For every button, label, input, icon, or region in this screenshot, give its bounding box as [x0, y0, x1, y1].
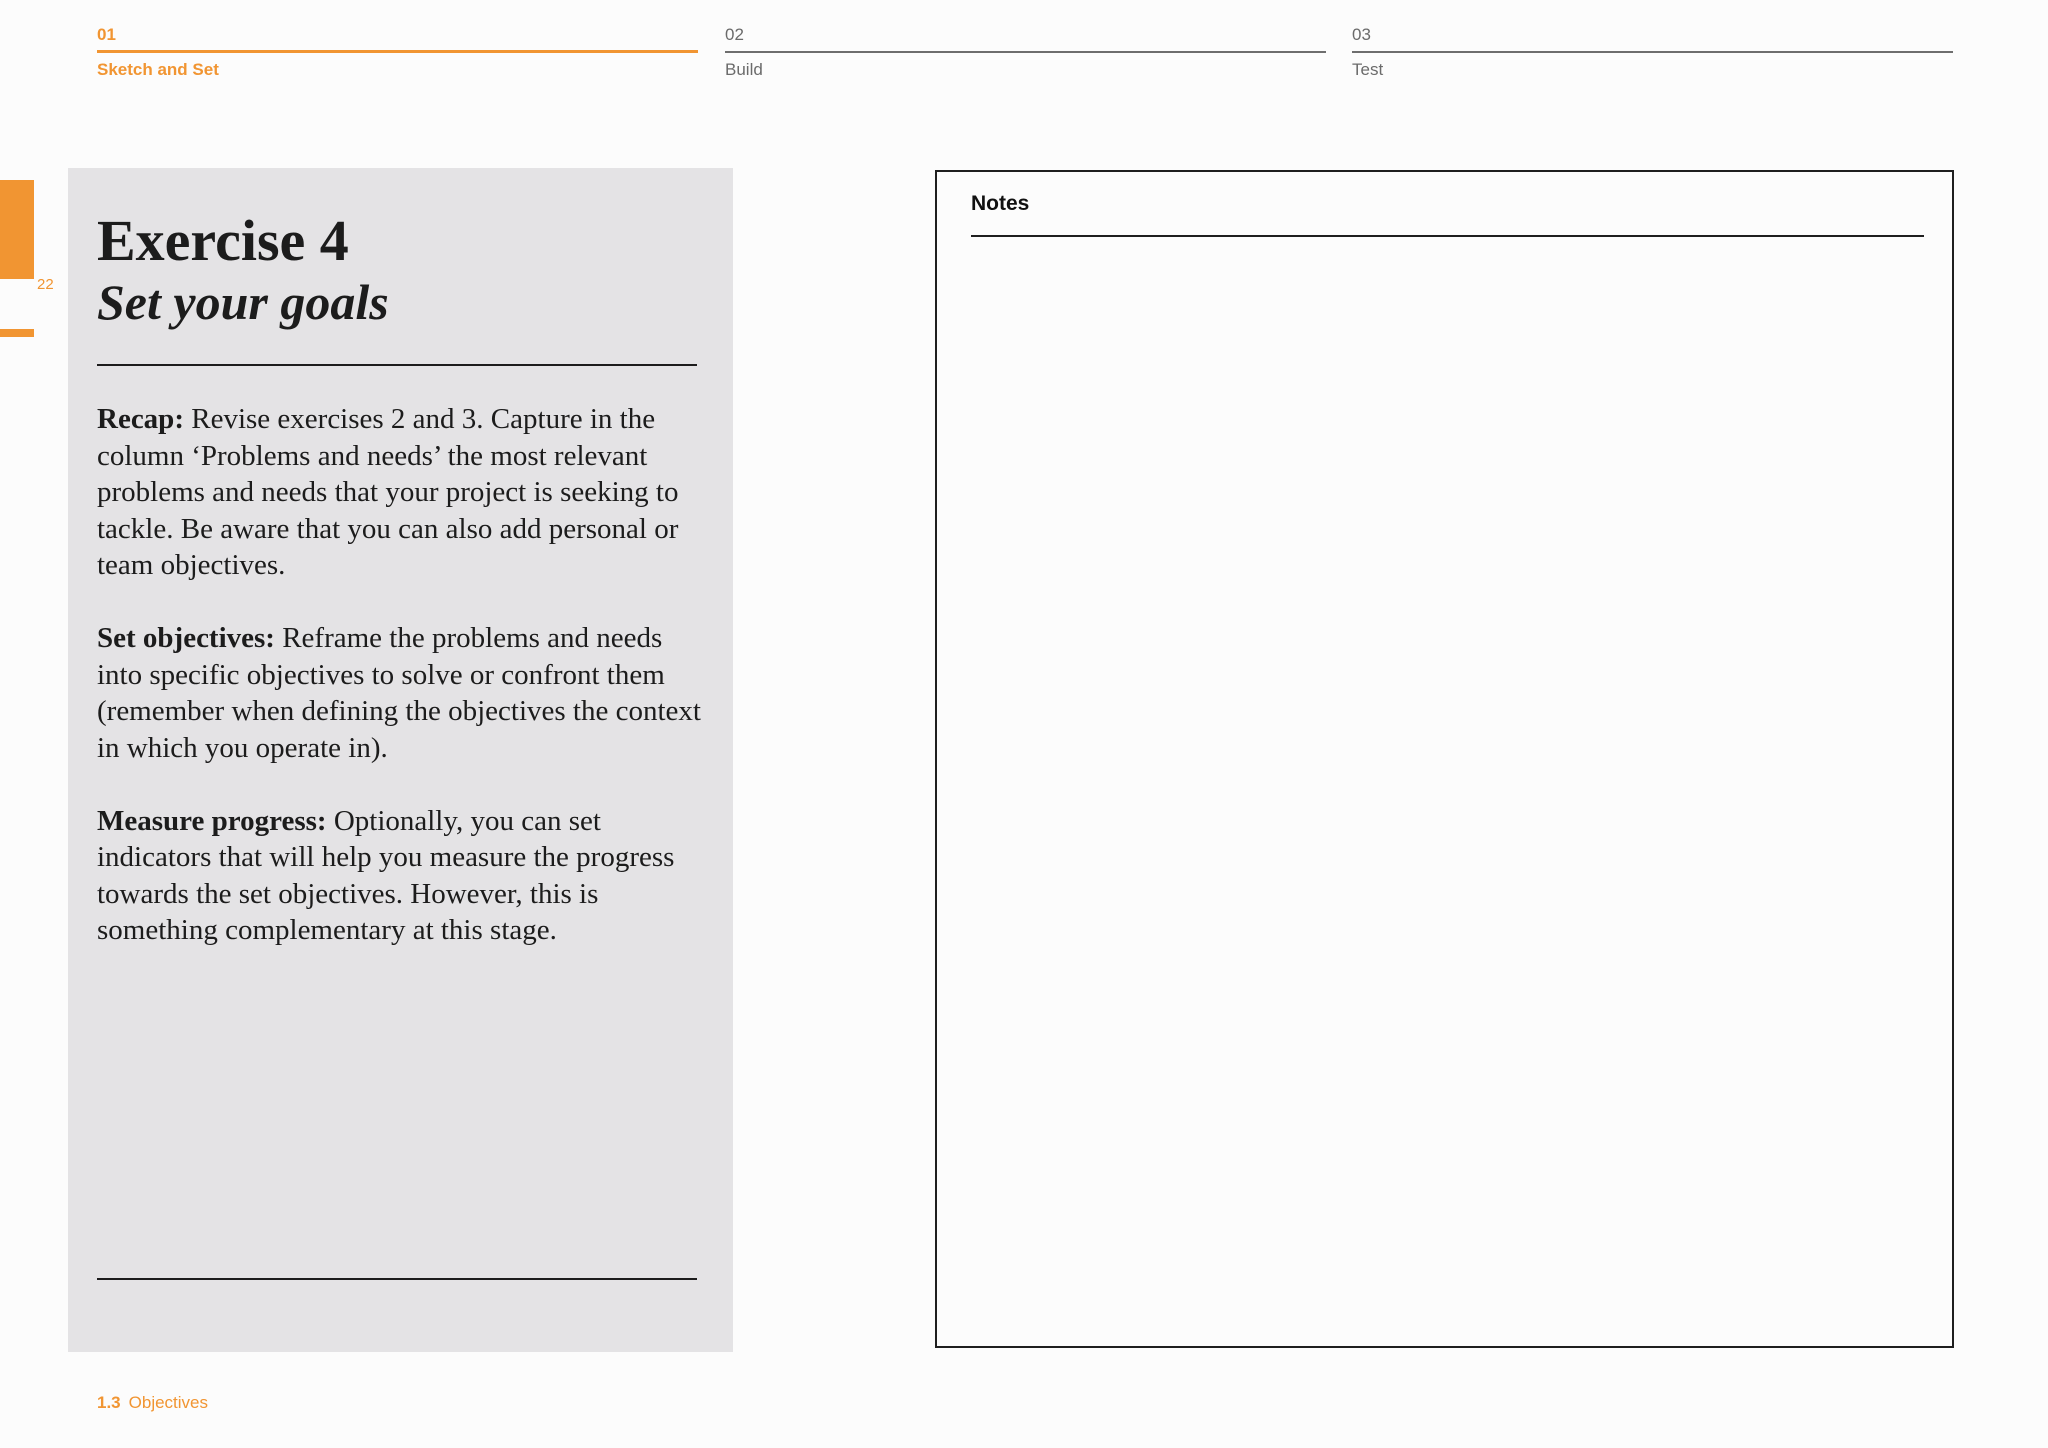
step-2[interactable]	[725, 24, 1326, 81]
step-label: Build	[725, 59, 763, 79]
notes-divider	[971, 235, 1924, 237]
divider	[97, 1278, 697, 1280]
instruction-lead: Recap:	[97, 403, 184, 435]
exercise-title: Exercise 4	[97, 208, 349, 273]
instruction-measure-progress	[97, 803, 707, 949]
step-progress-bar	[97, 50, 698, 53]
step-progress-bar	[725, 51, 1326, 53]
exercise-panel	[68, 168, 733, 1352]
step-progress-bar	[1352, 51, 1953, 53]
divider	[97, 364, 697, 366]
instruction-lead: Measure progress:	[97, 804, 327, 837]
exercise-heading	[97, 210, 707, 332]
side-section-tab	[0, 180, 34, 279]
instruction-text: Optionally, you can set indicators that will help you measure the progress towards the set objectives. However, this is something complementary at this stage.	[97, 804, 675, 946]
footer-section	[97, 1393, 208, 1413]
step-3[interactable]	[1352, 24, 1953, 81]
instruction-lead: Set objectives:	[97, 622, 275, 654]
step-number: 01	[97, 25, 116, 44]
step-number: 03	[1352, 25, 1371, 44]
step-label: Test	[1352, 59, 1384, 79]
footer-section-number: 1.3	[97, 1393, 121, 1412]
instruction-recap	[97, 401, 707, 584]
notes-box[interactable]	[935, 170, 1954, 1348]
instruction-text: Revise exercises 2 and 3. Capture in the column ‘Problems and needs’ the most relevant problems and needs that your project is seeking to tackle. Be aware that you can also add personal or team objectives.	[97, 403, 679, 581]
side-section-marker	[0, 329, 34, 337]
instruction-text: Reframe the problems and needs into specific objectives to solve or confront them (remember when defining the objectives the context in which you operate in).	[97, 622, 701, 764]
exercise-instructions	[97, 401, 707, 985]
footer-section-title: Objectives	[128, 1393, 209, 1412]
exercise-subtitle: Set your goals	[97, 274, 389, 330]
step-number: 02	[725, 25, 744, 44]
step-1[interactable]	[97, 24, 698, 81]
page-number: 22	[37, 276, 54, 293]
notes-title: Notes	[971, 192, 1030, 215]
step-label: Sketch and Set	[97, 60, 219, 79]
instruction-set-objectives	[97, 620, 707, 766]
